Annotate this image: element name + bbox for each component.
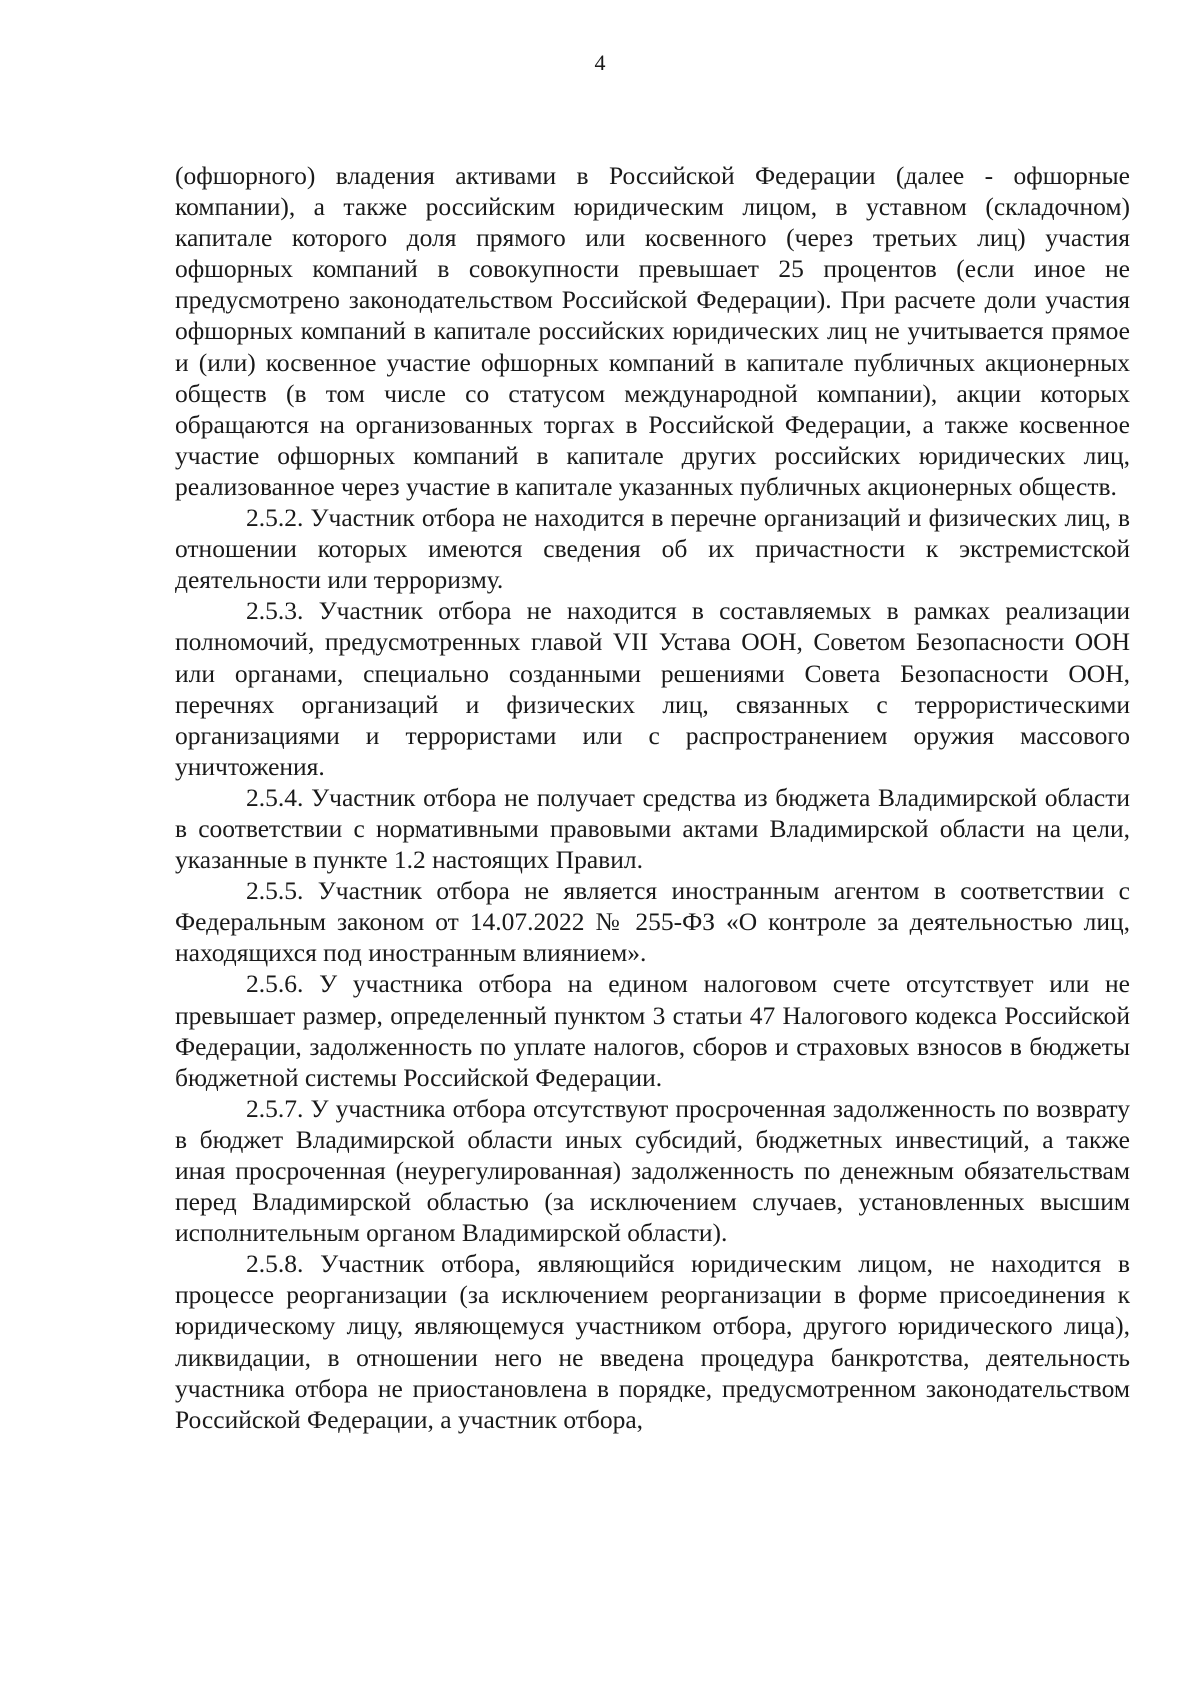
paragraph-offshore-continuation: (офшорного) владения активами в Российской Федерации (далее - офшорные компании), а также российским юридическим лицом, в уставном (складочном) капитале которого доля прямого или косвенного (через третьих лиц) участия офшорных компаний в совокупности превышает 25 процентов (если иное не предусмотрено законодательством Российской Федерации). При расчете доли участия офшорных компаний в капитале российских юридических лиц не учитывается прямое и (или) косвенное участие офшорных компаний в капитале публичных акционерных обществ (в том числе со статусом международной компании), акции которых обращаются на организованных торгах в Российской Федерации, а также косвенное участие офшорных компаний в капитале других российских юридических лиц, реализованное через участие в капитале указанных публичных акционерных обществ. bbox=[175, 161, 1130, 501]
page-number: 4 bbox=[594, 50, 606, 75]
paragraph-2-5-7: 2.5.7. У участника отбора отсутствуют просроченная задолженность по возврату в бюджет Владимирской области иных субсидий, бюджетных инвестиций, а также иная просроченная (неурегулированная) задолженность по денежным обязательствам перед Владимирской областью (за исключением случаев, установленных высшим исполнительным органом Владимирской области). bbox=[175, 1093, 1130, 1248]
document-body bbox=[175, 160, 1130, 1435]
paragraph-2-5-8: 2.5.8. Участник отбора, являющийся юридическим лицом, не находится в процессе реорганизации (за исключением реорганизации в форме присоединения к юридическому лицу, являющемуся участником отбора, другого юридического лица), ликвидации, в отношении него не введена процедура банкротства, деятельность участника отбора не приостановлена в порядке, предусмотренном законодательством Российской Федерации, а участник отбора, bbox=[175, 1249, 1130, 1434]
paragraph-2-5-4: 2.5.4. Участник отбора не получает средства из бюджета Владимирской области в соответствии с нормативными правовыми актами Владимирской области на цели, указанные в пункте 1.2 настоящих Правил. bbox=[175, 782, 1130, 875]
paragraph-2-5-5: 2.5.5. Участник отбора не является иностранным агентом в соответствии с Федеральным законом от 14.07.2022 № 255-ФЗ «О контроле за деятельностью лиц, находящихся под иностранным влиянием». bbox=[175, 876, 1130, 968]
paragraph-2-5-6: 2.5.6. У участника отбора на едином налоговом счете отсутствует или не превышает размер, определенный пунктом 3 статьи 47 Налогового кодекса Российской Федерации, задолженность по уплате налогов, сборов и страховых взносов в бюджеты бюджетной системы Российской Федерации. bbox=[175, 969, 1130, 1092]
paragraph-2-5-3: 2.5.3. Участник отбора не находится в составляемых в рамках реализации полномочий, предусмотренных главой VII Устава ООН, Советом Безопасности ООН или органами, специально созданными решениями Совета Безопасности ООН, перечнях организаций и физических лиц, связанных с террористическими организациями и террористами или с распространением оружия массового уничтожения. bbox=[175, 596, 1130, 781]
paragraph-2-5-2: 2.5.2. Участник отбора не находится в перечне организаций и физических лиц, в отношении которых имеются сведения об их причастности к экстремистской деятельности или терроризму. bbox=[175, 503, 1130, 595]
